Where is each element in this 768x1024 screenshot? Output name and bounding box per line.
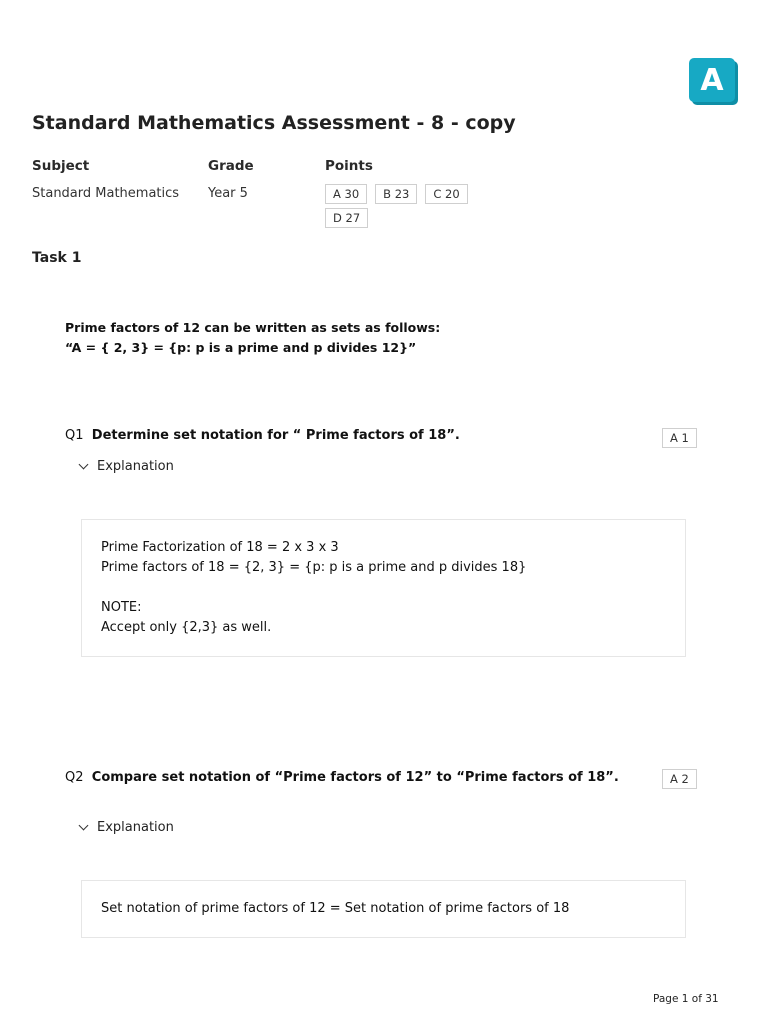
explanation-line: NOTE: <box>101 600 142 615</box>
grade-label: Grade <box>208 158 254 174</box>
explanation-toggle-1[interactable] <box>80 459 174 474</box>
grade-value: Year 5 <box>208 186 248 201</box>
chevron-down-icon <box>79 460 89 470</box>
subject-label: Subject <box>32 158 90 174</box>
points-label: Points <box>325 158 373 174</box>
question-verb: Determine <box>91 428 169 443</box>
intro-line-1: Prime factors of 12 can be written as sets as follows: <box>65 320 441 335</box>
points-chip-c: C 20 <box>425 184 467 204</box>
explanation-toggle-2[interactable] <box>80 820 174 835</box>
explanation-box-1 <box>81 519 686 657</box>
question-text: set notation of “Prime factors of 12” to “Prime factors of 18”. <box>157 770 619 785</box>
page-number: Page 1 of 31 <box>653 993 719 1005</box>
task-intro <box>65 318 440 358</box>
question-number: Q2 <box>65 770 84 785</box>
explanation-label: Explanation <box>97 459 174 474</box>
subject-value: Standard Mathematics <box>32 186 180 201</box>
intro-line-2: “A = { 2, 3} = {p: p is a prime and p divides 12}” <box>65 340 417 355</box>
explanation-label: Explanation <box>97 820 174 835</box>
spacer <box>101 578 666 598</box>
question-number: Q1 <box>65 428 84 443</box>
explanation-line: Prime factors of 18 = {2, 3} = {p: p is a prime and p divides 18} <box>101 560 527 575</box>
chevron-down-icon <box>79 821 89 831</box>
points-chip-b: B 23 <box>375 184 417 204</box>
points-chip-d: D 27 <box>325 208 368 228</box>
question-2 <box>65 770 619 785</box>
explanation-line: Set notation of prime factors of 12 = Set notation of prime factors of 18 <box>101 901 570 916</box>
explanation-box-2 <box>81 880 686 938</box>
points-chips <box>325 184 475 228</box>
explanation-line: Prime Factorization of 18 = 2 x 3 x 3 <box>101 540 339 555</box>
app-logo: A <box>689 58 735 102</box>
page-title: Standard Mathematics Assessment - 8 - copy <box>32 112 516 134</box>
task-heading: Task 1 <box>32 250 82 266</box>
points-chip-a: A 30 <box>325 184 367 204</box>
question-2-points: A 2 <box>662 769 697 789</box>
question-text: set notation for “ Prime factors of 18”. <box>168 428 460 443</box>
question-1 <box>65 428 460 443</box>
explanation-line: Accept only {2,3} as well. <box>101 620 272 635</box>
question-verb: Compare <box>91 770 158 785</box>
question-1-points: A 1 <box>662 428 697 448</box>
